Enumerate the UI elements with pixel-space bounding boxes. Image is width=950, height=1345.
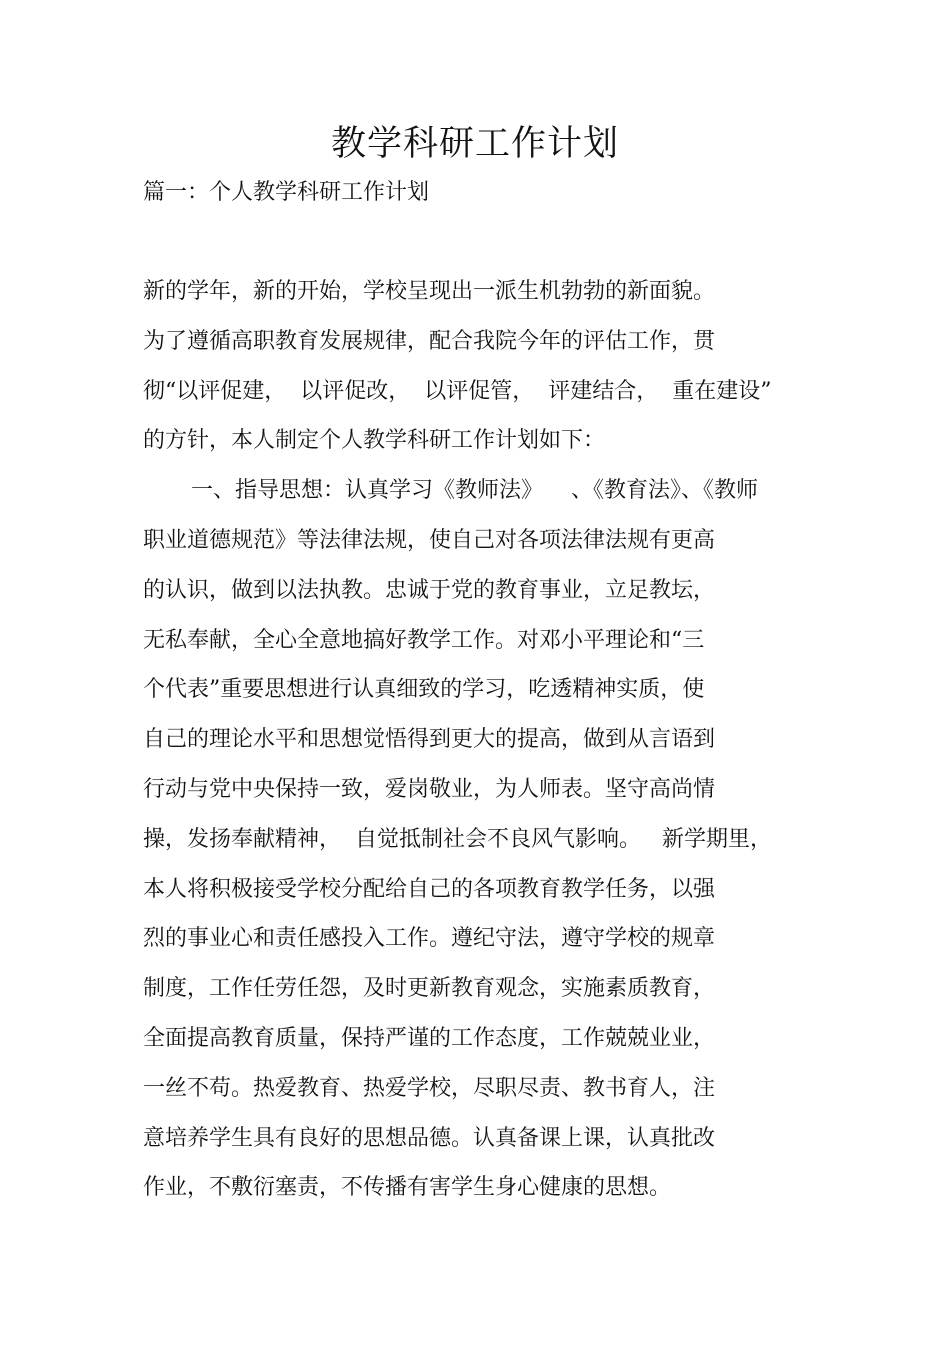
body-line: 一、指导思想：认真学习《教师法》 、《教育法》、《教师 xyxy=(191,478,758,504)
body-line: 的认识，做到以法执教。忠诚于党的教育事业，立足教坛， xyxy=(143,577,716,603)
body-line: 制度，工作任劳任怨，及时更新教育观念，实施素质教育， xyxy=(143,976,716,1002)
document-subtitle: 篇一：个人教学科研工作计划 xyxy=(143,180,430,205)
body-line: 自己的理论水平和思想觉悟得到更大的提高，做到从言语到 xyxy=(143,727,716,753)
body-line: 无私奉献，全心全意地搞好教学工作。对邓小平理论和“三 xyxy=(143,627,705,653)
document-title: 教学科研工作计划 xyxy=(330,124,619,164)
body-line: 行动与党中央保持一致，爱岗敬业，为人师表。坚守高尚情 xyxy=(143,776,716,802)
body-line: 新的学年，新的开始，学校呈现出一派生机勃勃的新面貌。 xyxy=(143,279,716,304)
body-line: 操，发扬奉献精神， 自觉抵制社会不良风气影响。 新学期里， xyxy=(143,826,772,852)
body-line: 意培养学生具有良好的思想品德。认真备课上课，认真批改 xyxy=(143,1125,716,1151)
body-line: 一丝不苟。热爱教育、热爱学校，尽职尽责、教书育人，注 xyxy=(143,1075,716,1101)
body-line: 个代表”重要思想进行认真细致的学习，吃透精神实质，使 xyxy=(143,677,705,703)
body-line: 为了遵循高职教育发展规律，配合我院今年的评估工作，贯 xyxy=(143,328,716,354)
body-line: 的方针，本人制定个人教学科研工作计划如下： xyxy=(143,428,606,454)
body-line: 烈的事业心和责任感投入工作。遵纪守法，遵守学校的规章 xyxy=(143,926,716,952)
document-body xyxy=(143,273,823,1219)
body-line: 全面提高教育质量，保持严谨的工作态度，工作兢兢业业， xyxy=(143,1025,716,1051)
body-line: 彻“以评促建， 以评促改， 以评促管， 评建结合， 重在建设” xyxy=(143,378,772,404)
body-line: 职业道德规范》等法律法规，使自己对各项法律法规有更高 xyxy=(143,527,716,553)
body-line: 作业，不敷衍塞责，不传播有害学生身心健康的思想。 xyxy=(143,1175,672,1201)
body-line: 本人将积极接受学校分配给自己的各项教育教学任务，以强 xyxy=(143,876,716,902)
